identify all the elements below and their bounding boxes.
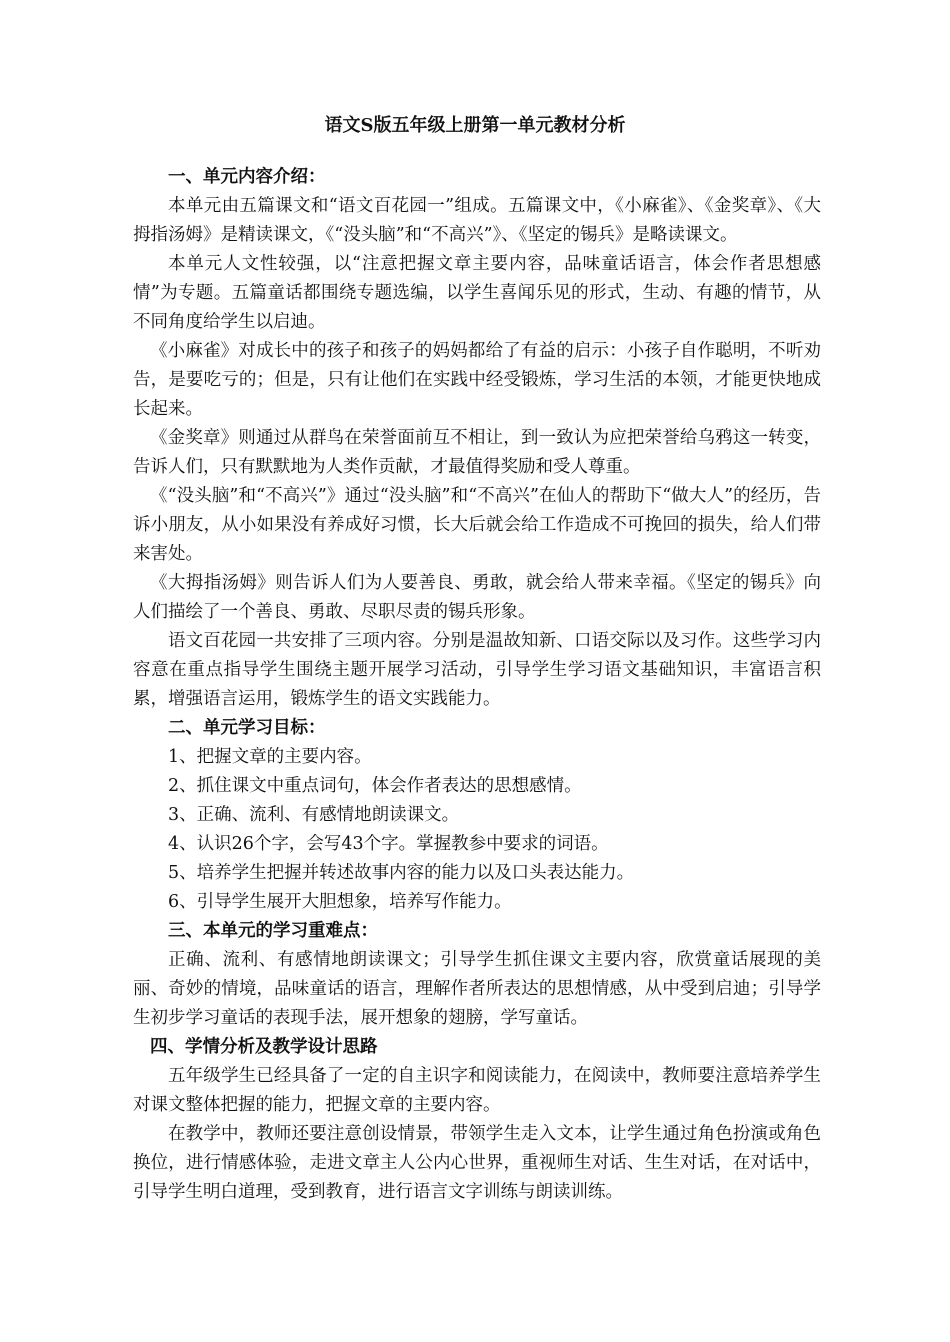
document-title: 语文S版五年级上册第一单元教材分析 — [324, 115, 626, 136]
paragraph: 本单元由五篇课文和“语文百花园一”组成。五篇课文中，《小麻雀》、《金奖章》、《大拇指汤姆》是精读课文，《“没头脑”和“不高兴”》、《坚定的锡兵》是略读课文。 — [133, 196, 821, 245]
paragraph: 五年级学生已经具备了一定的自主识字和阅读能力，在阅读中，教师要注意培养学生对课文整体把握的能力，把握文章的主要内容。 — [133, 1066, 821, 1115]
section-heading-3: 三、本单元的学习重难点： — [168, 921, 378, 941]
section-heading-4: 四、学情分析及教学设计思路 — [150, 1037, 378, 1057]
paragraph: 在教学中，教师还要注意创设情景，带领学生走入文本，让学生通过角色扮演或角色换位，进行情感体验，走进文章主人公内心世界，重视师生对话、生生对话，在对话中，引导学生明白道理，受到教育，进行语言文字训练与朗读训练。 — [133, 1124, 821, 1202]
paragraph: 《金奖章》则通过从群鸟在荣誉面前互不相让，到一致认为应把荣誉给乌鸦这一转变，告诉人们，只有默默地为人类作贡献，才最值得奖励和受人尊重。 — [133, 428, 821, 477]
paragraph: 《“没头脑”和“不高兴”》通过“没头脑”和“不高兴”在仙人的帮助下“做大人”的经历，告诉小朋友，从小如果没有养成好习惯，长大后就会给工作造成不可挽回的损失，给人们带来害处。 — [133, 486, 821, 564]
list-item: 2、抓住课文中重点词句，体会作者表达的思想感情。 — [168, 776, 582, 796]
paragraph: 本单元人文性较强，以“注意把握文章主要内容，品味童话语言，体会作者思想感情”为专题。五篇童话都围绕专题选编，以学生喜闻乐见的形式，生动、有趣的情节，从不同角度给学生以启迪。 — [133, 254, 821, 332]
paragraph: 《大拇指汤姆》则告诉人们为人要善良、勇敢，就会给人带来幸福。《坚定的锡兵》向人们描绘了一个善良、勇敢、尽职尽责的锡兵形象。 — [133, 573, 821, 622]
paragraph: 语文百花园一共安排了三项内容。分别是温故知新、口语交际以及习作。这些学习内容意在重点指导学生围绕主题开展学习活动，引导学生学习语文基础知识，丰富语言积累，增强语言运用，锻炼学生的语文实践能力。 — [133, 631, 821, 709]
document-body — [133, 163, 821, 1207]
list-item: 6、引导学生展开大胆想象，培养写作能力。 — [168, 892, 512, 912]
list-item: 4、认识26个字，会写43个字。掌握教参中要求的词语。 — [168, 834, 609, 854]
paragraph: 《小麻雀》对成长中的孩子和孩子的妈妈都给了有益的启示：小孩子自作聪明，不听劝告，是要吃亏的；但是，只有让他们在实践中经受锻炼，学习生活的本领，才能更快地成长起来。 — [133, 341, 821, 419]
section-heading-1: 一、单元内容介绍： — [168, 167, 326, 187]
list-item: 1、把握文章的主要内容。 — [168, 747, 372, 767]
section-heading-2: 二、单元学习目标： — [168, 718, 326, 738]
paragraph: 正确、流利、有感情地朗读课文；引导学生抓住课文主要内容，欣赏童话展现的美丽、奇妙的情境，品味童话的语言，理解作者所表达的思想情感，从中受到启迪；引导学生初步学习童话的表现手法，展开想象的翅膀，学写童话。 — [133, 950, 821, 1028]
list-item: 3、正确、流利、有感情地朗读课文。 — [168, 805, 460, 825]
list-item: 5、培养学生把握并转述故事内容的能力以及口头表达能力。 — [168, 863, 635, 883]
